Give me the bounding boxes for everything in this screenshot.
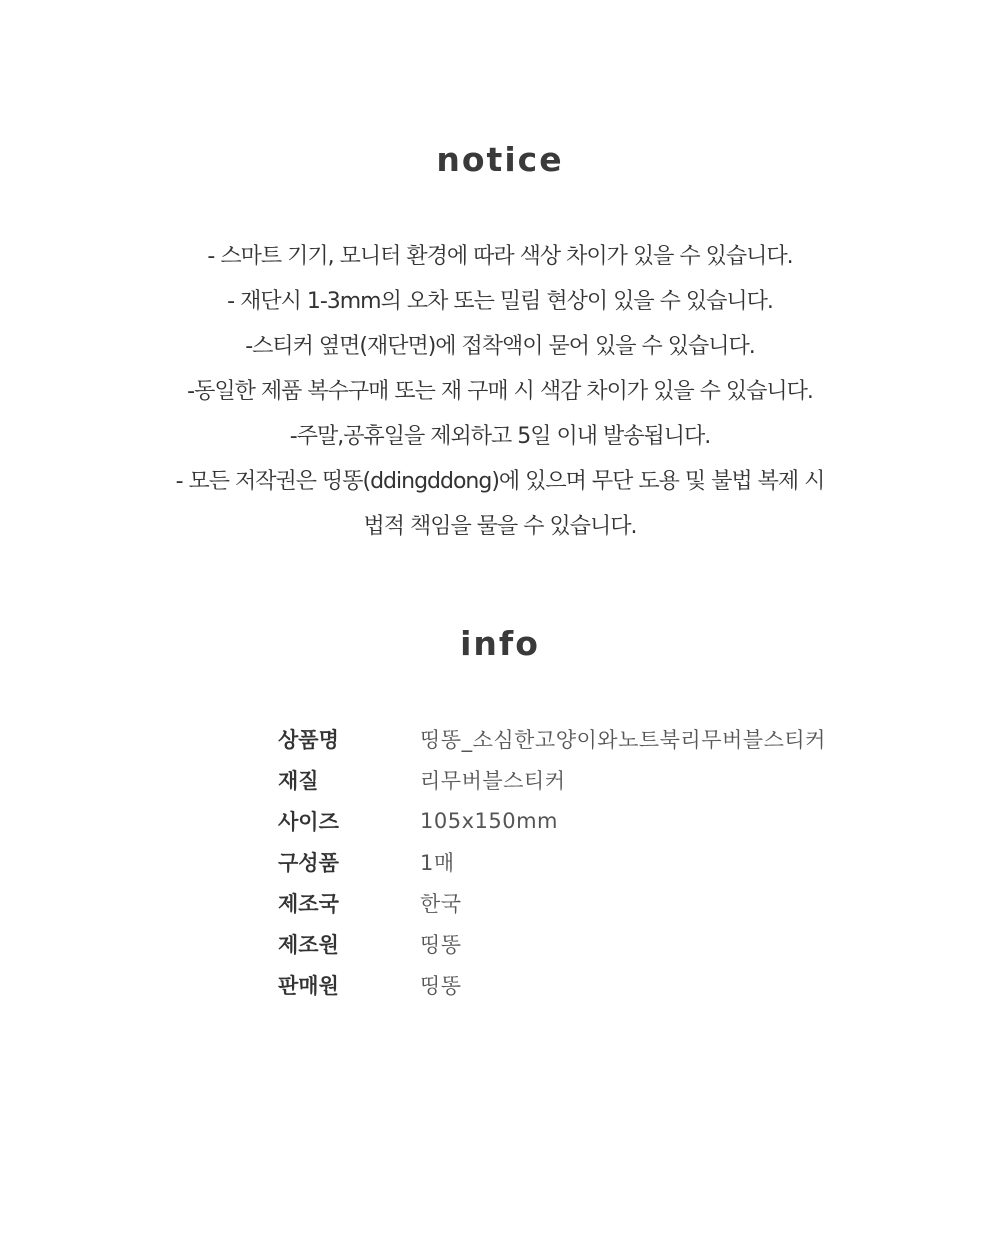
product-info-table	[278, 718, 826, 1005]
info-row-manufacturer	[278, 923, 826, 964]
info-label: 판매원	[278, 973, 339, 998]
notice-list	[0, 234, 1000, 549]
notice-line: -스티커 옆면(재단면)에 접착액이 묻어 있을 수 있습니다.	[245, 334, 755, 359]
info-value: 한국	[420, 891, 462, 916]
info-label: 상품명	[278, 727, 339, 752]
info-value: 리무버블스티커	[420, 768, 566, 793]
notice-title: notice	[436, 140, 564, 179]
notice-line: -주말,공휴일을 제외하고 5일 이내 발송됩니다.	[289, 424, 711, 449]
notice-line: - 모든 저작권은 띵똥(ddingddong)에 있으며 무단 도용 및 불법 복제 시	[175, 469, 825, 494]
info-title: info	[460, 624, 540, 663]
info-row-components	[278, 841, 826, 882]
info-row-country	[278, 882, 826, 923]
notice-line: - 재단시 1-3mm의 오차 또는 밀림 현상이 있을 수 있습니다.	[227, 289, 773, 314]
info-value: 띵똥_소심한고양이와노트북리무버블스티커	[420, 727, 826, 752]
info-label: 제조국	[278, 891, 339, 916]
info-label: 재질	[278, 768, 319, 793]
info-row-seller	[278, 964, 826, 1005]
notice-line: -동일한 제품 복수구매 또는 재 구매 시 색감 차이가 있을 수 있습니다.	[187, 379, 813, 404]
info-value: 띵똥	[420, 932, 462, 957]
info-value: 띵똥	[420, 973, 462, 998]
info-label: 구성품	[278, 850, 339, 875]
info-value: 105x150mm	[420, 808, 559, 833]
info-row-material	[278, 759, 826, 800]
info-label: 제조원	[278, 932, 339, 957]
info-value: 1매	[420, 850, 455, 875]
info-row-size	[278, 800, 826, 841]
notice-line: 법적 책임을 물을 수 있습니다.	[363, 514, 637, 539]
info-row-product-name	[278, 718, 826, 759]
notice-line: - 스마트 기기, 모니터 환경에 따라 색상 차이가 있을 수 있습니다.	[207, 244, 793, 269]
info-label: 사이즈	[278, 809, 339, 834]
